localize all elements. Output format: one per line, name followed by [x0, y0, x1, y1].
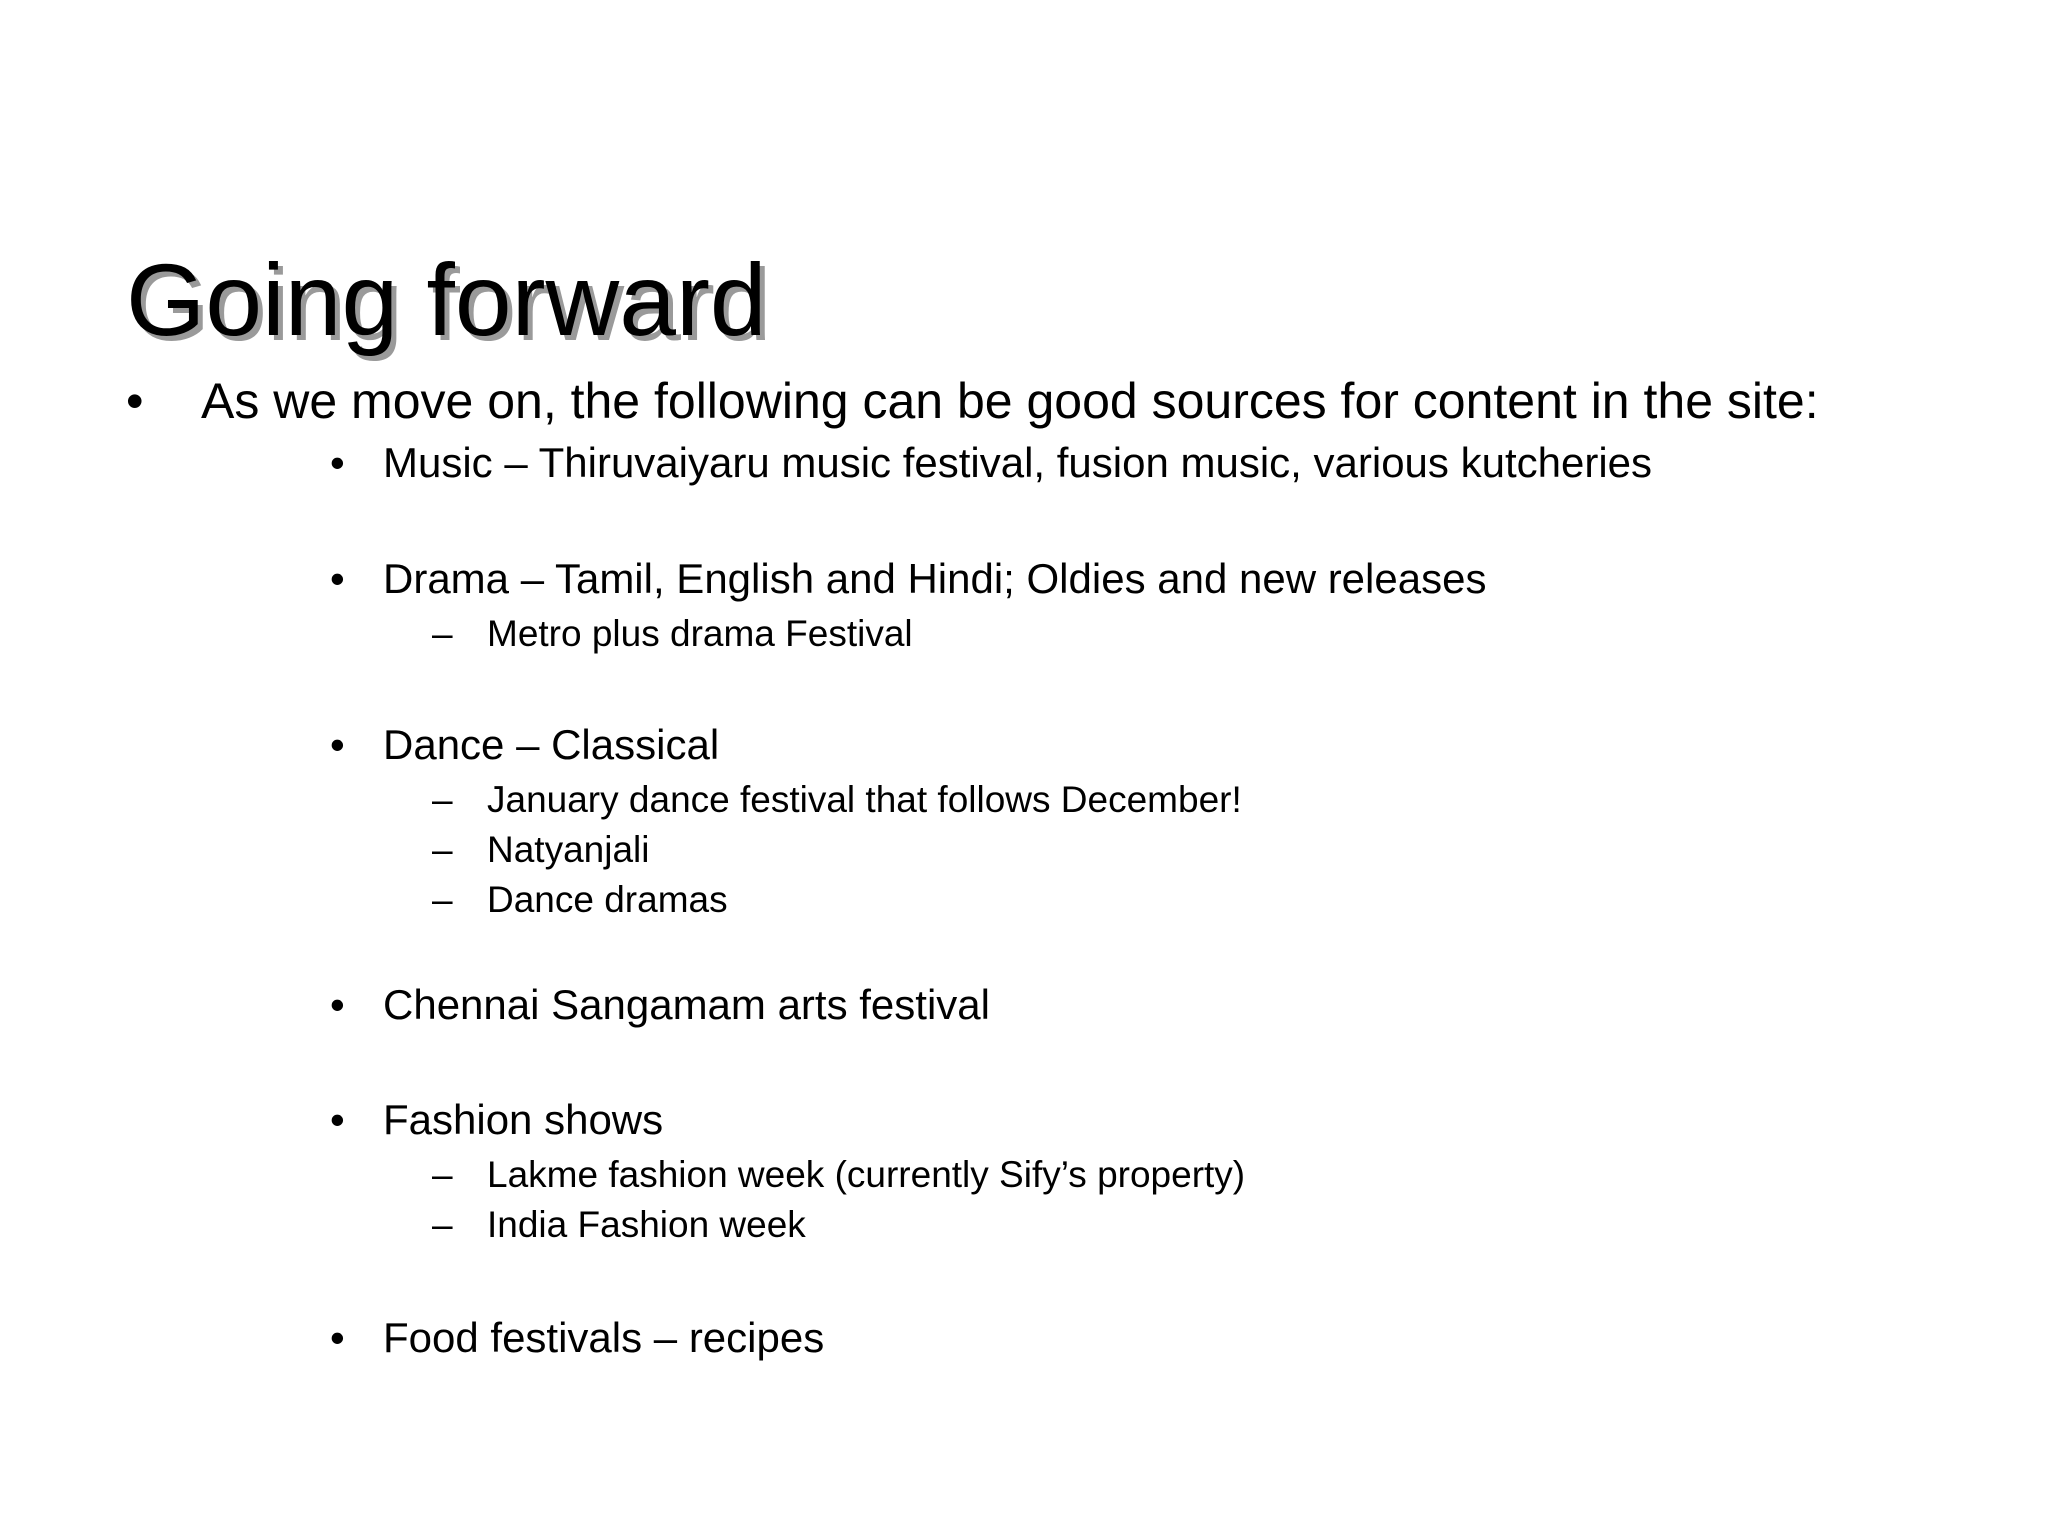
sub-item-text: Lakme fashion week (currently Sify’s property)	[487, 1154, 1246, 1195]
bullet-marker: •	[330, 721, 345, 768]
sub-item-text: India Fashion week	[487, 1204, 806, 1245]
list-item-text: Dance – Classical	[383, 721, 720, 768]
list-item-text: Fashion shows	[383, 1096, 664, 1143]
sub-item-text: January dance festival that follows December!	[487, 779, 1242, 820]
intro-text: As we move on, the following can be good sources for content in the site:	[201, 373, 1819, 429]
dash-marker: –	[432, 1154, 453, 1195]
bullet-marker: •	[330, 1096, 345, 1143]
list-item-text: Chennai Sangamam arts festival	[383, 981, 990, 1028]
bullet-marker: •	[330, 981, 345, 1028]
dash-marker: –	[432, 879, 453, 920]
sub-item-text: Dance dramas	[487, 879, 728, 920]
bullet-marker: •	[330, 555, 345, 602]
list-item-text: Food festivals – recipes	[383, 1314, 825, 1361]
bullet-marker: •	[330, 439, 345, 486]
dash-marker: –	[432, 613, 453, 654]
dash-marker: –	[432, 1204, 453, 1245]
dash-marker: –	[432, 779, 453, 820]
bullet-marker: •	[330, 1314, 345, 1361]
dash-marker: –	[432, 829, 453, 870]
bullet-marker: •	[126, 373, 144, 429]
list-item-text: Drama – Tamil, English and Hindi; Oldies and new releases	[383, 555, 1487, 602]
list-item-text: Music – Thiruvaiyaru music festival, fusion music, various kutcheries	[383, 439, 1653, 486]
slide-title: Going forward	[126, 243, 767, 357]
sub-item-text: Metro plus drama Festival	[487, 613, 913, 654]
sub-item-text: Natyanjali	[487, 829, 650, 870]
